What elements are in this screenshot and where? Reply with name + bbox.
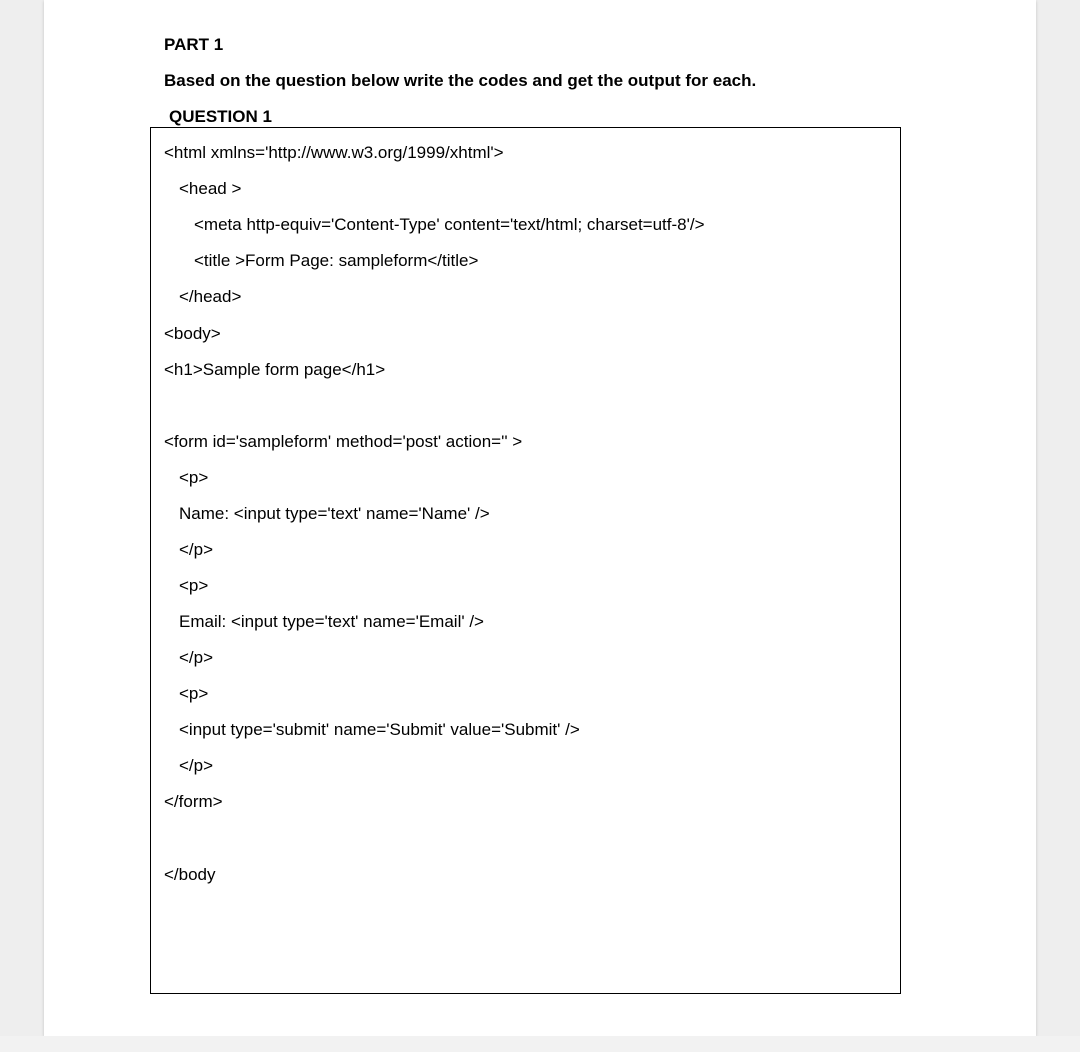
code-line-h1: <h1>Sample form page</h1> (164, 360, 386, 379)
code-line-p-open-1: <p> (179, 468, 209, 487)
code-line-p-close-3: </p> (179, 756, 214, 775)
code-line-head-close: </head> (179, 287, 242, 306)
document-page (44, 0, 1036, 1036)
code-line-p-close-2: </p> (179, 648, 214, 667)
code-line-email-input: Email: <input type='text' name='Email' /> (179, 612, 484, 631)
code-line-p-close-1: </p> (179, 540, 214, 559)
part-heading: PART 1 (164, 35, 224, 54)
code-line-p-open-2: <p> (179, 576, 209, 595)
code-line-form-open: <form id='sampleform' method='post' action='' > (164, 432, 523, 451)
code-line-html-open: <html xmlns='http://www.w3.org/1999/xhtml'> (164, 143, 504, 162)
question-heading: QUESTION 1 (169, 107, 272, 126)
code-line-head-open: <head > (179, 179, 242, 198)
code-line-submit-input: <input type='submit' name='Submit' value='Submit' /> (179, 720, 580, 739)
code-line-meta: <meta http-equiv='Content-Type' content='text/html; charset=utf-8'/> (194, 215, 705, 234)
code-line-title: <title >Form Page: sampleform</title> (194, 251, 479, 270)
code-line-name-input: Name: <input type='text' name='Name' /> (179, 504, 490, 523)
viewer-bottom-strip (0, 1036, 1080, 1052)
code-line-p-open-3: <p> (179, 684, 209, 703)
code-line-body-close: </body (164, 865, 216, 884)
instruction-text: Based on the question below write the codes and get the output for each. (164, 71, 757, 90)
code-line-form-close: </form> (164, 792, 223, 811)
code-line-body-open: <body> (164, 324, 221, 343)
